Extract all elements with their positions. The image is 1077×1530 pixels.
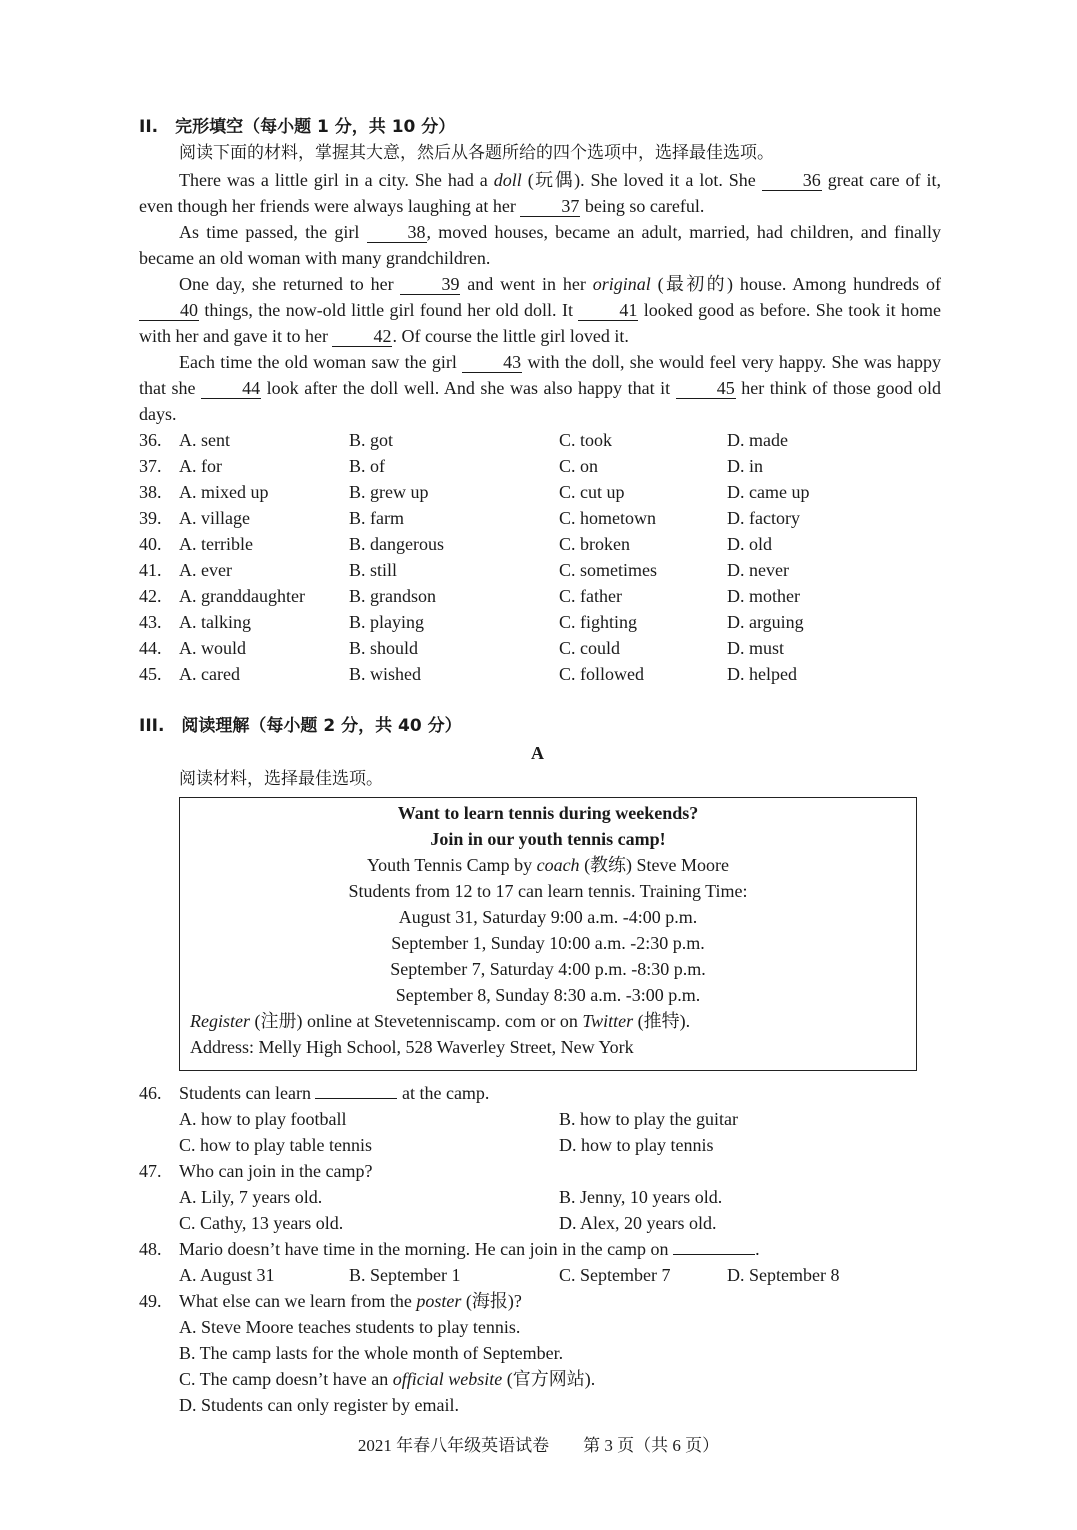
passage-paragraph-2 bbox=[139, 219, 941, 271]
answer-option[interactable]: D. old bbox=[727, 534, 772, 554]
answer-option[interactable]: B. playing bbox=[349, 612, 424, 632]
answer-option[interactable]: B. farm bbox=[349, 508, 404, 528]
option-47-d[interactable]: D. Alex, 20 years old. bbox=[559, 1213, 717, 1233]
answer-option[interactable]: C. sometimes bbox=[559, 560, 657, 580]
question-number: 36. bbox=[139, 430, 162, 450]
answer-option[interactable]: C. hometown bbox=[559, 508, 656, 528]
answer-option[interactable]: C. father bbox=[559, 586, 622, 606]
answer-option[interactable]: D. factory bbox=[727, 508, 800, 528]
text: As time passed, the girl bbox=[179, 222, 367, 242]
answer-option[interactable]: D. must bbox=[727, 638, 785, 658]
answer-option[interactable]: A. cared bbox=[179, 664, 240, 684]
option-46-c[interactable]: C. how to play table tennis bbox=[179, 1135, 372, 1155]
question-number: 41. bbox=[139, 560, 162, 580]
answer-option[interactable]: C. cut up bbox=[559, 482, 625, 502]
answer-option[interactable]: A. terrible bbox=[179, 534, 253, 554]
answer-option[interactable]: C. could bbox=[559, 638, 620, 658]
text: Each time the old woman saw the girl bbox=[179, 352, 463, 372]
blank-41[interactable]: 41 bbox=[578, 300, 638, 321]
option-48-a[interactable]: A. August 31 bbox=[179, 1265, 275, 1285]
section-3-instruction: 阅读材料，选择最佳选项。 bbox=[179, 769, 383, 789]
answer-option[interactable]: A. village bbox=[179, 508, 250, 528]
word-register: Register bbox=[190, 1011, 250, 1031]
blank-40[interactable]: 40 bbox=[139, 300, 199, 321]
option-47-c[interactable]: C. Cathy, 13 years old. bbox=[179, 1213, 344, 1233]
word-original: original bbox=[592, 274, 651, 294]
text: looked good as before. She took it home with her and gave it to her bbox=[139, 300, 941, 346]
option-48-c[interactable]: C. September 7 bbox=[559, 1265, 671, 1285]
blank-44[interactable]: 44 bbox=[201, 378, 261, 399]
section-2-title: II. 完形填空（每小题 1 分，共 10 分） bbox=[139, 117, 456, 137]
answer-option[interactable]: B. should bbox=[349, 638, 419, 658]
option-47-b[interactable]: B. Jenny, 10 years old. bbox=[559, 1187, 723, 1207]
question-number: 39. bbox=[139, 508, 162, 528]
answer-option[interactable]: C. broken bbox=[559, 534, 630, 554]
answer-option[interactable]: D. mother bbox=[727, 586, 800, 606]
question-number-48: 48. bbox=[139, 1239, 162, 1259]
question-number: 43. bbox=[139, 612, 162, 632]
question-number: 42. bbox=[139, 586, 162, 606]
text: (教练) Steve Moore bbox=[579, 855, 730, 875]
blank-39[interactable]: 39 bbox=[400, 274, 460, 295]
text: (最初的) house. Among hundreds of bbox=[650, 274, 941, 294]
poster-time-2: September 1, Sunday 10:00 a.m. -2:30 p.m. bbox=[391, 933, 705, 953]
answer-option[interactable]: A. would bbox=[179, 638, 246, 658]
question-46-stem bbox=[179, 1080, 489, 1106]
text: with the doll, she would feel very happy. She was happy that she bbox=[139, 352, 941, 398]
poster-headline: Want to learn tennis during weekends? bbox=[397, 803, 699, 823]
blank-38[interactable]: 38 bbox=[367, 222, 427, 243]
option-49-c[interactable] bbox=[179, 1366, 595, 1392]
question-number: 44. bbox=[139, 638, 162, 658]
poster-time-4: September 8, Sunday 8:30 a.m. -3:00 p.m. bbox=[395, 985, 701, 1005]
text: Mario doesn’t have time in the morning. He can join in the camp on bbox=[179, 1239, 674, 1259]
poster-coach-line bbox=[179, 852, 917, 878]
question-47-stem: Who can join in the camp? bbox=[179, 1161, 373, 1181]
answer-option[interactable]: D. in bbox=[727, 456, 763, 476]
text: her think of those good old days. bbox=[139, 378, 941, 424]
answer-option[interactable]: B. still bbox=[349, 560, 398, 580]
passage-label: A bbox=[531, 743, 544, 763]
answer-option[interactable]: D. made bbox=[727, 430, 788, 450]
answer-option[interactable]: D. helped bbox=[727, 664, 797, 684]
answer-option[interactable]: B. grandson bbox=[349, 586, 436, 606]
question-49-stem bbox=[179, 1288, 522, 1314]
text: , moved houses, became an adult, married, had children, and finally became an old woman with many grandchildren. bbox=[139, 222, 941, 268]
question-number-49: 49. bbox=[139, 1291, 162, 1311]
text: at the camp. bbox=[397, 1083, 490, 1103]
text: (推特). bbox=[633, 1011, 691, 1031]
text: (玩偶). She loved it a lot. She bbox=[521, 170, 762, 190]
text: Students can learn bbox=[179, 1083, 316, 1103]
option-48-d[interactable]: D. September 8 bbox=[727, 1265, 840, 1285]
option-49-b[interactable]: B. The camp lasts for the whole month of September. bbox=[179, 1343, 564, 1363]
answer-option[interactable]: B. got bbox=[349, 430, 394, 450]
answer-option[interactable]: C. fighting bbox=[559, 612, 638, 632]
poster-register-line bbox=[190, 1008, 690, 1034]
answer-blank[interactable] bbox=[315, 1082, 397, 1099]
text: being so careful. bbox=[580, 196, 705, 216]
text: (海报)? bbox=[461, 1291, 522, 1311]
answer-option[interactable]: C. on bbox=[559, 456, 599, 476]
option-49-d[interactable]: D. Students can only register by email. bbox=[179, 1395, 459, 1415]
word-twitter: Twitter bbox=[582, 1011, 634, 1031]
text: . Of course the little girl loved it. bbox=[392, 326, 629, 346]
answer-blank[interactable] bbox=[673, 1238, 755, 1255]
text: look after the doll well. And she was also happy that it bbox=[261, 378, 676, 398]
text: Youth Tennis Camp by bbox=[366, 855, 537, 875]
option-46-a[interactable]: A. how to play football bbox=[179, 1109, 347, 1129]
question-number-46: 46. bbox=[139, 1083, 162, 1103]
option-46-b[interactable]: B. how to play the guitar bbox=[559, 1109, 738, 1129]
text: What else can we learn from the bbox=[179, 1291, 417, 1311]
option-46-d[interactable]: D. how to play tennis bbox=[559, 1135, 714, 1155]
answer-option[interactable]: C. took bbox=[559, 430, 613, 450]
blank-45[interactable]: 45 bbox=[676, 378, 736, 399]
answer-option[interactable]: D. arguing bbox=[727, 612, 804, 632]
answer-option[interactable]: B. grew up bbox=[349, 482, 429, 502]
section-3-title: III. 阅读理解（每小题 2 分，共 40 分） bbox=[139, 716, 462, 736]
text: . bbox=[755, 1239, 760, 1259]
answer-option[interactable]: A. granddaughter bbox=[179, 586, 305, 606]
poster-address: Address: Melly High School, 528 Waverley Street, New York bbox=[190, 1037, 634, 1057]
answer-option[interactable]: A. sent bbox=[179, 430, 230, 450]
text: (注册) online at Stevetenniscamp. com or on bbox=[250, 1011, 583, 1031]
passage-paragraph-1 bbox=[139, 167, 941, 219]
text: things, the now-old little girl found her old doll. It bbox=[199, 300, 579, 320]
word-coach: coach bbox=[536, 855, 580, 875]
passage-paragraph-3 bbox=[139, 271, 941, 349]
question-number: 40. bbox=[139, 534, 162, 554]
text: There was a little girl in a city. She had a bbox=[179, 170, 494, 190]
poster-age-line: Students from 12 to 17 can learn tennis. Training Time: bbox=[348, 881, 748, 901]
answer-option[interactable]: C. followed bbox=[559, 664, 644, 684]
question-number: 37. bbox=[139, 456, 162, 476]
answer-option[interactable]: B. of bbox=[349, 456, 385, 476]
text: One day, she returned to her bbox=[179, 274, 401, 294]
blank-36[interactable]: 36 bbox=[762, 170, 822, 191]
option-48-b[interactable]: B. September 1 bbox=[349, 1265, 461, 1285]
text: (官方网站). bbox=[502, 1369, 596, 1389]
answer-option[interactable]: B. wished bbox=[349, 664, 421, 684]
answer-option[interactable]: D. never bbox=[727, 560, 789, 580]
text: C. The camp doesn’t have an bbox=[179, 1369, 393, 1389]
text: and went in her bbox=[460, 274, 593, 294]
answer-option[interactable]: A. mixed up bbox=[179, 482, 269, 502]
answer-option[interactable]: A. for bbox=[179, 456, 222, 476]
answer-option[interactable]: B. dangerous bbox=[349, 534, 444, 554]
blank-42[interactable]: 42 bbox=[332, 326, 392, 347]
word-doll: doll bbox=[493, 170, 522, 190]
question-number-47: 47. bbox=[139, 1161, 162, 1181]
question-48-stem bbox=[179, 1236, 760, 1262]
poster-time-3: September 7, Saturday 4:00 p.m. -8:30 p.m. bbox=[390, 959, 706, 979]
question-number: 38. bbox=[139, 482, 162, 502]
answer-option[interactable]: D. came up bbox=[727, 482, 810, 502]
blank-37[interactable]: 37 bbox=[520, 196, 580, 217]
page-footer: 2021 年春八年级英语试卷 第 3 页（共 6 页） bbox=[357, 1436, 720, 1455]
poster-subheadline: Join in our youth tennis camp! bbox=[430, 829, 666, 849]
option-47-a[interactable]: A. Lily, 7 years old. bbox=[179, 1187, 323, 1207]
text: great care of it, even though her friends were always laughing at her bbox=[139, 170, 942, 216]
answer-option[interactable]: A. ever bbox=[179, 560, 232, 580]
poster-time-1: August 31, Saturday 9:00 a.m. -4:00 p.m. bbox=[398, 907, 698, 927]
answer-option[interactable]: A. talking bbox=[179, 612, 251, 632]
word-official-website: official website bbox=[392, 1369, 503, 1389]
blank-43[interactable]: 43 bbox=[462, 352, 522, 373]
section-2-instruction: 阅读下面的材料，掌握其大意，然后从各题所给的四个选项中，选择最佳选项。 bbox=[179, 143, 774, 163]
question-number: 45. bbox=[139, 664, 162, 684]
option-49-a[interactable]: A. Steve Moore teaches students to play tennis. bbox=[179, 1317, 521, 1337]
passage-paragraph-4 bbox=[139, 349, 941, 427]
word-poster: poster bbox=[416, 1291, 462, 1311]
